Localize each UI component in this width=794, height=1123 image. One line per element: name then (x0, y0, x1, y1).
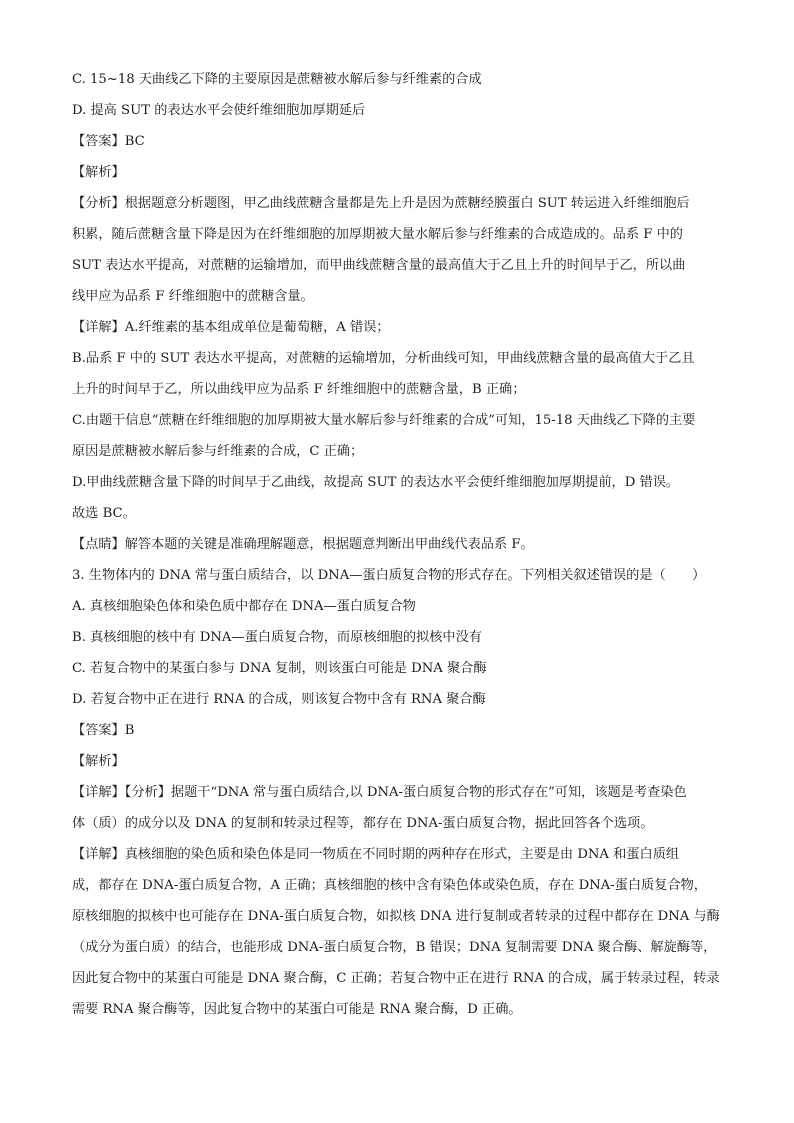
detail-text-line: 成，都存在 DNA-蛋白质复合物，A 正确；真核细胞的核中含有染色体或染色质，存在 DNA-蛋白质复合物， (72, 878, 707, 893)
question-3-option-d: D. 若复合物中正在进行 RNA 的合成，则该复合物中含有 RNA 聚合酶 (72, 692, 486, 707)
detail-text-line: B.品系 F 中的 SUT 表达水平提高，对蔗糖的运输增加，分析曲线可知，甲曲线蔗糖含量的最高值大于乙且 (72, 351, 695, 366)
document-page (72, 64, 722, 1025)
conclusion-line: 故选 BC。 (72, 506, 136, 521)
analysis-text-line: 体（质）的成分以及 DNA 的复制和转录过程等，都存在 DNA-蛋白质复合物，据此回答各个选项。 (72, 816, 654, 831)
answer-line: 【答案】BC (72, 134, 145, 149)
detail-text-line: 原因是蔗糖被水解后参与纤维素的合成，C 正确； (72, 444, 364, 459)
answer-line: 【答案】B (72, 723, 135, 738)
question-3-option-c: C. 若复合物中的某蛋白参与 DNA 复制，则该蛋白可能是 DNA 聚合酶 (72, 661, 487, 676)
analysis-text-line: 积累，随后蔗糖含量下降是因为在纤维细胞的加厚期被大量水解后参与纤维素的合成造成的。品系 F 中的 (72, 227, 683, 242)
analysis-text-line: 【详解】【分析】据题干“DNA 常与蛋白质结合,以 DNA-蛋白质复合物的形式存在”可知，该题是考查染色 (72, 785, 687, 800)
analysis-text-line: 线甲应为品系 F 纤维细胞中的蔗糖含量。 (72, 289, 314, 304)
detail-text-line: （成分为蛋白质）的结合，也能形成 DNA-蛋白质复合物，B 错误；DNA 复制需要 DNA 聚合酶、解旋酶等， (72, 940, 717, 955)
option-c-text: C. 15~18 天曲线乙下降的主要原因是蔗糖被水解后参与纤维素的合成 (72, 72, 482, 87)
option-d-text: D. 提高 SUT 的表达水平会使纤维细胞加厚期延后 (72, 103, 366, 118)
analysis-heading: 【解析】 (72, 754, 125, 769)
detail-text-line: 需要 RNA 聚合酶等，因此复合物中的某蛋白可能是 RNA 聚合酶，D 正确。 (72, 1002, 522, 1017)
detail-text-line: D.甲曲线蔗糖含量下降的时间早于乙曲线，故提高 SUT 的表达水平会使纤维细胞加厚期提前，D 错误。 (72, 475, 680, 490)
detail-text-line: 原核细胞的拟核中也可能存在 DNA-蛋白质复合物，如拟核 DNA 进行复制或者转录的过程中都存在 DNA 与酶 (72, 909, 720, 924)
detail-text-line: 因此复合物中的某蛋白可能是 DNA 聚合酶，C 正确；若复合物中正在进行 RNA 的合成，属于转录过程，转录 (72, 971, 720, 986)
detail-text-line: C.由题干信息“蔗糖在纤维细胞的加厚期被大量水解后参与纤维素的合成”可知，15-18 天曲线乙下降的主要 (72, 413, 696, 428)
question-3-option-b: B. 真核细胞的核中有 DNA—蛋白质复合物，而原核细胞的拟核中没有 (72, 630, 482, 645)
question-3-stem: 3. 生物体内的 DNA 常与蛋白质结合，以 DNA—蛋白质复合物的形式存在。下列相关叙述错误的是（ ） (72, 568, 706, 583)
detail-text-line: 【详解】A.纤维素的基本组成单位是葡萄糖，A 错误； (72, 320, 390, 335)
analysis-text-line: SUT 表达水平提高，对蔗糖的运输增加，而甲曲线蔗糖含量的最高值大于乙且上升的时间早于乙，所以曲 (72, 258, 686, 273)
analysis-text-line: 【分析】根据题意分析题图，甲乙曲线蔗糖含量都是先上升是因为蔗糖经膜蛋白 SUT 转运进入纤维细胞后 (72, 196, 690, 211)
analysis-heading: 【解析】 (72, 165, 125, 180)
detail-text-line: 【详解】真核细胞的染色质和染色体是同一物质在不同时期的两种存在形式，主要是由 DNA 和蛋白质组 (72, 847, 680, 862)
tip-line: 【点睛】解答本题的关键是准确理解题意，根据题意判断出甲曲线代表品系 F。 (72, 537, 534, 552)
question-3-option-a: A. 真核细胞染色体和染色质中都存在 DNA—蛋白质复合物 (72, 599, 416, 614)
detail-text-line: 上升的时间早于乙，所以曲线甲应为品系 F 纤维细胞中的蔗糖含量，B 正确； (72, 382, 526, 397)
